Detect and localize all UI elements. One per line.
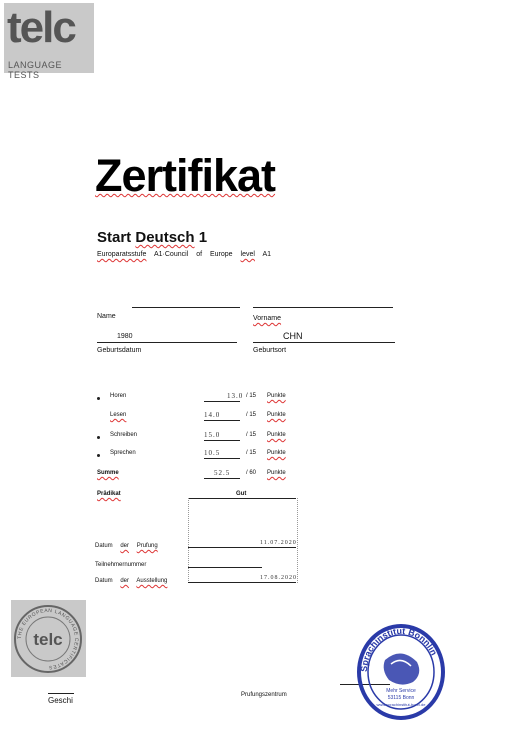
score-max: / 15 [246,450,257,456]
certificate-title: Zertifikat [95,150,276,201]
score-unit: Punkte [267,432,286,438]
level-line: Europaratsstufe A1·Council of Europe level A1 [97,251,272,258]
exam-name-part3: 1 [198,229,208,246]
predicate-label: Prädikat [97,491,121,497]
telc-logo-subtitle: LANGUAGE TESTS [8,60,63,80]
score-bullet [97,397,100,400]
stamp-text: Sprachinstitut Bonnlin [358,625,440,673]
stamp-line: www.sprachinstitut-bonn.de [376,702,426,707]
stamp-line: 53115 Bonn [387,695,415,701]
participant-number-label: Teilnehmernummer [95,562,147,568]
exam-center-label: Prufungszentrum [241,692,287,698]
sum-max: / 60 [246,470,257,476]
score-max: / 15 [246,432,257,438]
pob-value: CHN [283,331,303,341]
score-label: Lesen [110,412,127,418]
name-underline [132,307,240,308]
predicate-value: Gut [236,491,247,497]
score-unit: Punkte [267,393,286,399]
footer-left-label: Geschi [48,696,73,705]
dob-underline [97,342,237,343]
firstname-underline [253,307,393,308]
score-value: 13.0 [227,392,244,400]
score-value: 15.0 [204,431,221,439]
telc-seal-text: THE EUROPEAN LANGUAGE CERTIFICATES [16,607,80,671]
score-unit: Punkte [267,450,286,456]
telc-logo [4,3,94,80]
score-max: / 15 [246,393,257,399]
exam-name [97,229,207,246]
telc-seal-word: telc [33,630,63,649]
telc-seal-graphic [11,600,86,677]
score-label: Horen [110,393,127,399]
stamp-line: Mehr Service [386,688,416,694]
sum-unit: Punkte [267,470,286,476]
dob-label: Geburtsdatum [97,347,142,354]
score-label: Sprechen [110,450,136,456]
score-max: / 15 [246,412,257,418]
score-bullet [97,436,100,439]
sum-value: 52.5 [214,469,231,477]
exam-date-value: 11.07.2020 [260,540,297,546]
issue-date-value: 17.08.2020 [260,575,297,581]
pob-underline [253,342,395,343]
sum-label: Summe [97,470,119,476]
telc-logo-word: telc [7,3,75,52]
exam-name-part1: Start [97,229,132,246]
score-bullet [97,454,100,457]
score-value: 10.5 [204,449,221,457]
exam-name-part2: Deutsch [135,229,195,246]
exam-date-label: Datum der Prufung [95,543,158,549]
institute-stamp-graphic [355,612,447,724]
firstname-label: Vorname [253,315,282,322]
dob-value: 1980 [117,333,133,340]
pob-label: Geburtsort [253,347,287,354]
score-unit: Punkte [267,412,286,418]
issue-date-label: Datum der Ausstellung [95,578,168,584]
institute-stamp [355,612,447,724]
score-value: 14.0 [204,411,221,419]
telc-seal [11,600,86,677]
score-label: Schreiben [110,432,138,438]
name-label: Name [97,313,116,320]
